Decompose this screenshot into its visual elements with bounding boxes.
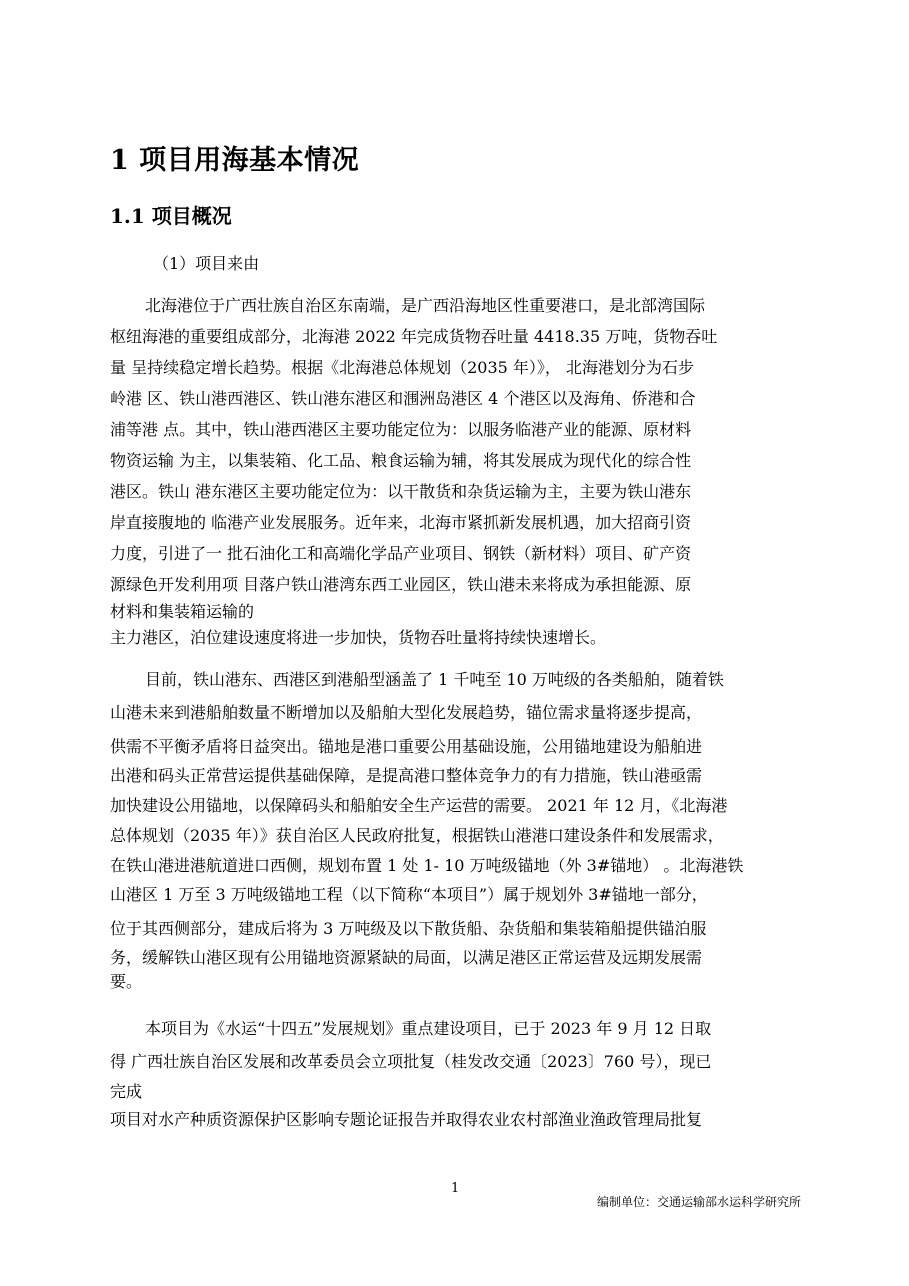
section-heading: 1.1 项目概况 <box>110 204 232 228</box>
page-number: 1 <box>451 1181 460 1196</box>
paragraph-1-line: 岸直接腹地的 临港产业发展服务。近年来，北海市紧抓新发展机遇，加大招商引资 <box>110 513 692 532</box>
paragraph-1-line: 材料和集装箱运输的 <box>110 602 255 621</box>
paragraph-2-line: 总体规划（2035 年）》获自治区人民政府批复，根据铁山港港口建设条件和发展需求， <box>110 826 724 845</box>
paragraph-2-line: 要。 <box>110 972 143 991</box>
paragraph-1-line: 港区。铁山 港东港区主要功能定位为：以干散货和杂货运输为主，主要为铁山港东 <box>110 482 692 501</box>
paragraph-3-line: 得 广西壮族自治区发展和改革委员会立项批复（桂发改交通〔2023〕760 号），现已 <box>110 1052 712 1071</box>
paragraph-2-line: 出港和码头正常营运提供基础保障，是提高港口整体竞争力的有力措施，铁山港亟需 <box>110 766 703 785</box>
paragraph-3-line: 本项目为《水运“十四五”发展规划》重点建设项目，已于 2023 年 9 月 12 日取 <box>145 1019 712 1038</box>
paragraph-2-line: 在铁山港进港航道进口西侧，规划布置 1 处 1- 10 万吨级锚地（外 3#锚地） 。北海港铁 <box>110 856 744 875</box>
footer-organization: 编制单位：交通运输部水运科学研究所 <box>596 1195 801 1209</box>
paragraph-3-line: 完成 <box>110 1082 143 1101</box>
paragraph-1-line: 力度，引进了一 批石油化工和高端化学品产业项目、钢铁（新材料）项目、矿产资 <box>110 544 692 563</box>
subsection-heading: （1）项目来由 <box>153 254 260 273</box>
paragraph-1-line: 岭港 区、铁山港西港区、铁山港东港区和涠洲岛港区 4 个港区以及海角、侨港和合 <box>110 389 696 408</box>
paragraph-2-line: 山港未来到港船舶数量不断增加以及船舶大型化发展趋势，锚位需求量将逐步提高， <box>110 703 703 722</box>
paragraph-2-line: 务，缓解铁山港区现有公用锚地资源紧缺的局面，以满足港区正常运营及远期发展需 <box>110 948 703 967</box>
paragraph-1-line: 北海港位于广西壮族自治区东南端，是广西沿海地区性重要港口，是北部湾国际 <box>145 296 706 315</box>
paragraph-1-line: 源绿色开发利用项 目落户铁山港湾东西工业园区，铁山港未来将成为承担能源、原 <box>110 575 692 594</box>
paragraph-2-line: 目前，铁山港东、西港区到港船型涵盖了 1 千吨至 10 万吨级的各类船舶，随着铁 <box>145 670 724 689</box>
paragraph-3-line: 项目对水产种质资源保护区影响专题论证报告并取得农业农村部渔业渔政管理局批复 <box>110 1110 703 1129</box>
paragraph-2-line: 加快建设公用锚地，以保障码头和船舶安全生产运营的需要。 2021 年 12 月，《北海港 <box>110 796 728 815</box>
paragraph-1-line: 浦等港 点。其中，铁山港西港区主要功能定位为：以服务临港产业的能源、原材料 <box>110 420 692 439</box>
paragraph-1-line: 量 呈持续稳定增长趋势。根据《北海港总体规划（2035 年）》， 北海港划分为石步 <box>110 358 694 377</box>
paragraph-2-line: 供需不平衡矛盾将日益突出。锚地是港口重要公用基础设施，公用锚地建设为船舶进 <box>110 737 703 756</box>
paragraph-1-line: 枢纽海港的重要组成部分，北海港 2022 年完成货物吞吐量 4418.35 万吨，货物吞吐 <box>110 327 718 346</box>
paragraph-2-line: 山港区 1 万至 3 万吨级锚地工程（以下简称“本项目”）属于规划外 3#锚地一部分， <box>110 885 708 904</box>
paragraph-1-line: 物资运输 为主，以集装箱、化工品、粮食运输为辅，将其发展成为现代化的综合性 <box>110 451 692 470</box>
paragraph-2-line: 位于其西侧部分，建成后将为 3 万吨级及以下散货船、杂货船和集装箱船提供锚泊服 <box>110 919 707 938</box>
paragraph-1-line: 主力港区，泊位建设速度将进一步加快，货物吞吐量将持续快速增长。 <box>110 628 607 647</box>
chapter-heading: 1 项目用海基本情况 <box>110 145 360 176</box>
